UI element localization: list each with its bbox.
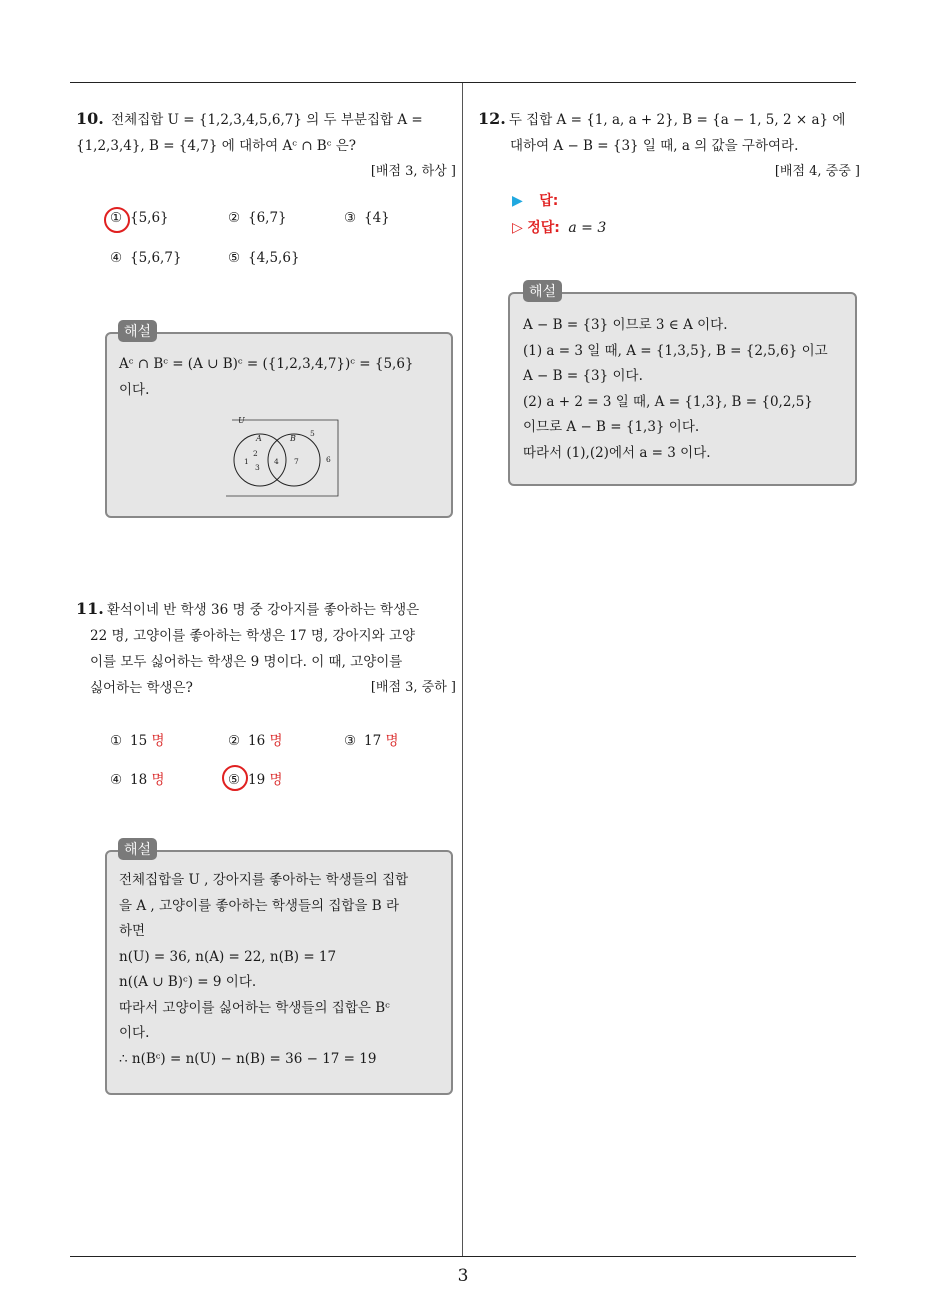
solution-box-q10 xyxy=(105,332,453,518)
choice-1[interactable]: ① 15 명 xyxy=(110,733,165,749)
solution-box-q11 xyxy=(105,850,453,1095)
venn-5: 5 xyxy=(310,429,315,438)
question-number: 12. xyxy=(478,109,506,128)
top-rule xyxy=(70,82,856,83)
outline-play-icon: ▷ xyxy=(512,220,523,236)
solution-tag: 해설 xyxy=(118,320,157,342)
venn-3: 3 xyxy=(255,463,260,472)
question-12: 12. 두 집합 A = {1, a, a + 2}, B = {a − 1, 5, 2 × a} 에 대하여 A − B = {3} 일 때, a 의 값을 구하여라. [배점 4, 중중 ] xyxy=(478,106,860,185)
venn-label-B: B xyxy=(290,434,296,443)
solution-text: Aᶜ ∩ Bᶜ = (A ∪ B)ᶜ = ({1,2,3,4,7})ᶜ = {5,6} 이다. xyxy=(119,356,414,398)
solution-tag: 해설 xyxy=(118,838,157,860)
venn-4: 4 xyxy=(274,457,279,466)
bottom-rule xyxy=(70,1256,856,1257)
solution-tag: 해설 xyxy=(523,280,562,302)
venn-label-U: U xyxy=(238,416,245,425)
column-divider xyxy=(462,83,463,1257)
choice-1[interactable]: ① {5,6} xyxy=(110,210,169,226)
venn-6: 6 xyxy=(326,455,331,464)
choice-2[interactable]: ② {6,7} xyxy=(228,210,287,226)
correct-label: 정답: xyxy=(527,220,560,236)
solution-text: 전체집합을 U , 강아지를 좋아하는 학생들의 집합 을 A , 고양이를 좋아하는 학생들의 집합을 B 라 하면 n(U) = 36, n(A) = 22, n(B) = 17 n((A ∪ B)ᶜ) = 9 이다. 따라서 고양이를 싫어하는 학생들의 집합은 Bᶜ 이다. ∴ n(Bᶜ) = n(U) − n(B) = 36 − 17 = 19 xyxy=(119,872,409,1067)
q11-choices xyxy=(110,729,450,799)
q10-choices xyxy=(110,210,450,280)
solution-text: A − B = {3} 이므로 3 ∈ A 이다. (1) a = 3 일 때, A = {1,3,5}, B = {2,5,6} 이고 A − B = {3} 이다. (2) a + 2 = 3 일 때, A = {1,3}, B = {0,2,5} 이므로 A − B = {1,3} 이다. 따라서 (1),(2)에서 a = 3 이다. xyxy=(523,317,828,461)
solution-box-q12 xyxy=(508,292,857,486)
question-meta: [배점 4, 중중 ] xyxy=(774,164,860,179)
choice-5[interactable]: ⑤ 19 명 xyxy=(228,772,283,788)
question-meta: [배점 3, 중하 ] xyxy=(370,680,456,695)
play-icon: ▶ xyxy=(512,193,523,209)
choice-5[interactable]: ⑤ {4,5,6} xyxy=(228,250,300,266)
venn-label-A: A xyxy=(256,434,262,443)
correct-value: a = 3 xyxy=(568,220,607,236)
page-number: 3 xyxy=(457,1266,469,1286)
correct-answer-line xyxy=(512,217,606,237)
venn-2: 2 xyxy=(253,449,258,458)
venn-7: 7 xyxy=(294,457,299,466)
choice-4[interactable]: ④ 18 명 xyxy=(110,772,165,788)
question-10 xyxy=(76,106,456,185)
answer-line xyxy=(512,190,558,210)
choice-4[interactable]: ④ {5,6,7} xyxy=(110,250,182,266)
answer-label: 답: xyxy=(539,193,559,209)
question-meta: [배점 3, 하상 ] xyxy=(370,164,456,179)
choice-3[interactable]: ③ 17 명 xyxy=(344,733,399,749)
question-text: 전체집합 U = {1,2,3,4,5,6,7} 의 두 부분집합 A = {1,2,3,4}, B = {4,7} 에 대하여 Aᶜ ∩ Bᶜ 은? xyxy=(76,112,423,154)
question-number: 10. xyxy=(76,109,104,128)
choice-3[interactable]: ③ {4} xyxy=(344,210,390,226)
venn-diagram xyxy=(222,414,342,500)
question-number: 11. xyxy=(76,599,104,618)
question-11: 11. 환석이네 반 학생 36 명 중 강아지를 좋아하는 학생은 22 명, 고양이를 좋아하는 학생은 17 명, 강아지와 고양 이를 모두 싫어하는 학생은 9 명이다. 이 때, 고양이를 싫어하는 학생은? [배점 3, 중하 ] xyxy=(76,596,456,701)
choice-2[interactable]: ② 16 명 xyxy=(228,733,283,749)
venn-1: 1 xyxy=(244,457,249,466)
